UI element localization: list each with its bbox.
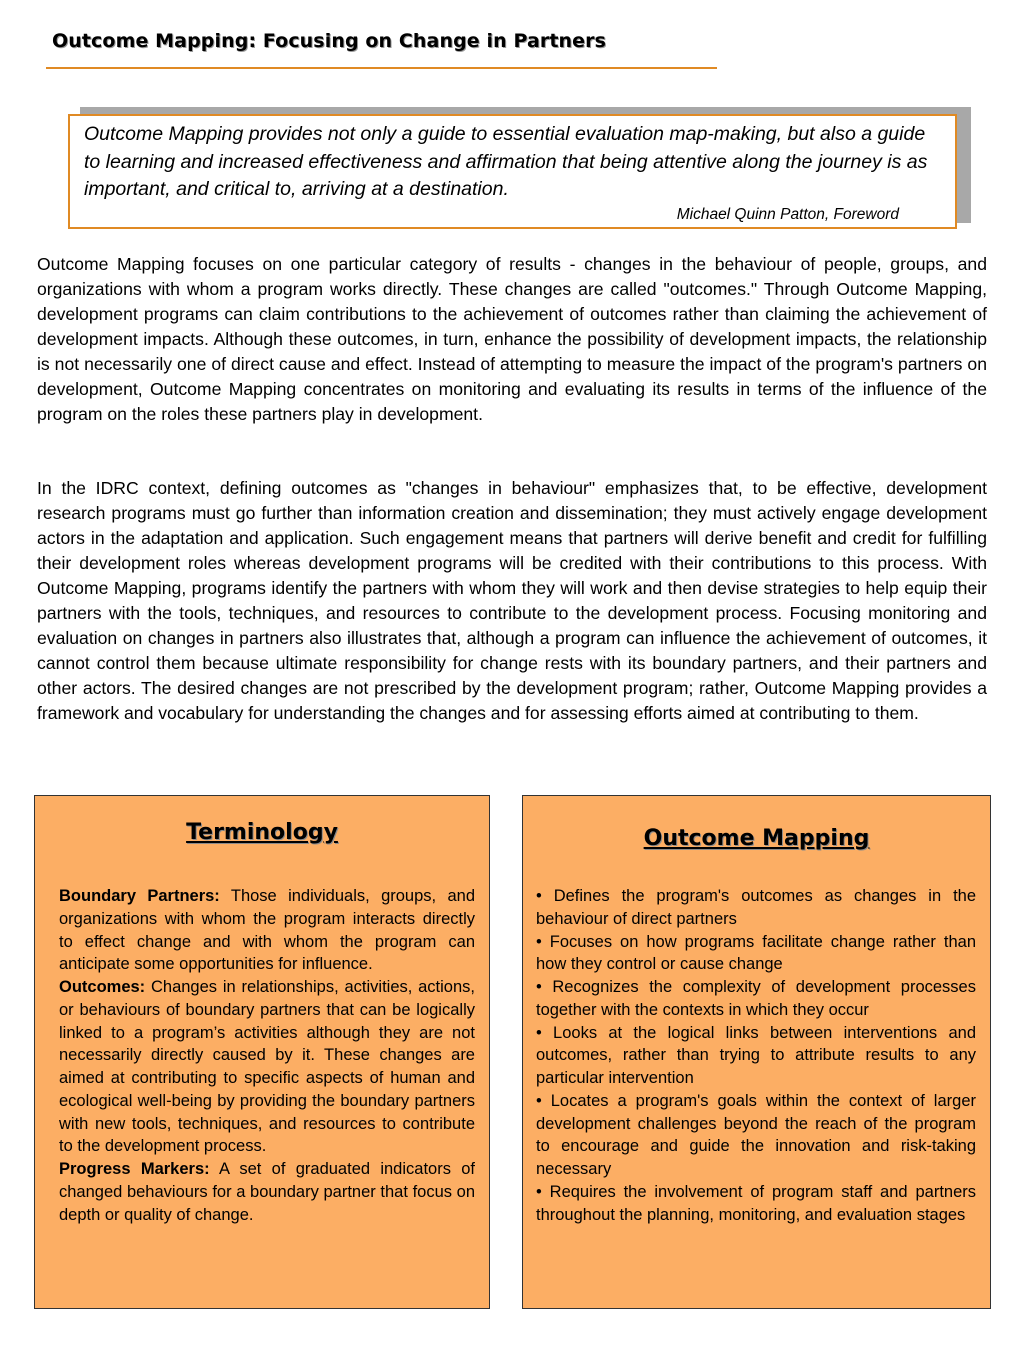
term-entry <box>59 885 475 976</box>
term-name: Outcomes: <box>59 978 146 996</box>
list-item: • Defines the program's outcomes as changes in the behaviour of direct partners <box>536 887 976 928</box>
term-entry <box>59 976 475 1158</box>
outcome-mapping-heading: Outcome Mapping <box>643 826 870 851</box>
body-paragraph-1: Outcome Mapping focuses on one particular category of results - changes in the behaviour of people, groups, and organizations with whom a program works directly. These changes are called "outcomes." Through Outcome Mapping, development programs can claim contributions to the achievement of outcomes rather than claiming the achievement of development impacts. Although these outcomes, in turn, enhance the possibility of development impacts, the relationship is not necessarily one of direct cause and effect. Instead of attempting to measure the impact of the program's partners on development, Outcome Mapping concentrates on monitoring and evaluating its results in terms of the influence of the program on the roles these partners play in development. <box>37 254 987 424</box>
body-paragraph-2: In the IDRC context, defining outcomes as "changes in behaviour" emphasizes that, to be effective, development research programs must go further than information creation and dissemination; they must actively engage development actors in the adaptation and application. Such engagement means that partners will derive benefit and credit for fulfilling their development roles whereas development programs will be credited with their contributions to this process. With Outcome Mapping, programs identify the partners with whom they will work and then devise strategies to help equip their partners with the tools, techniques, and resources to contribute to the development process. Focusing monitoring and evaluation on changes in partners also illustrates that, although a program can influence the achievement of outcomes, it cannot control them because ultimate responsibility for change rests with its boundary partners, and their partners and other actors. The desired changes are not prescribed by the development program; rather, Outcome Mapping provides a framework and vocabulary for understanding the changes and for assessing efforts aimed at contributing to them. <box>37 478 987 723</box>
quote-text: Outcome Mapping provides not only a guide to essential evaluation map-making, but also a guide to learning and increased effectiveness and affirmation that being attentive along the journey is as important, and critical to, arriving at a destination. <box>84 123 928 200</box>
terminology-list <box>59 885 475 1226</box>
terminology-heading: Terminology <box>186 820 338 845</box>
term-definition: Changes in relationships, activities, actions, or behaviours of boundary partners that can be logically linked to a program’s activities although they are not necessarily directly caused by it. These changes are aimed at contributing to specific aspects of human and ecological well-being by providing the boundary partners with new tools, techniques, and resources to contribute to the development process. <box>59 978 475 1156</box>
list-item: • Focuses on how programs facilitate change rather than how they control or cause change <box>536 932 976 974</box>
term-entry <box>59 1158 475 1226</box>
terminology-panel <box>34 795 490 1309</box>
quote-attribution: Michael Quinn Patton, Foreword <box>676 206 899 223</box>
term-definition: A set of graduated indicators of changed behaviours for a boundary partner that focus on depth or quality of change. <box>59 1160 475 1224</box>
list-item: • Locates a program's goals within the context of larger development challenges beyond the reach of the program to encourage and guide the innovation and risk-taking necessary <box>536 1091 976 1178</box>
list-item: • Looks at the logical links between interventions and outcomes, rather than trying to attribute results to any particular intervention <box>536 1023 976 1087</box>
list-item: • Requires the involvement of program staff and partners throughout the planning, monitoring, and evaluation stages <box>536 1182 976 1224</box>
quote-box <box>68 114 957 229</box>
list-item: • Recognizes the complexity of development processes together with the contexts in which they occur <box>536 978 976 1019</box>
term-name: Progress Markers: <box>59 1160 210 1178</box>
page-title: Outcome Mapping: Focusing on Change in Partners <box>52 30 607 52</box>
outcome-mapping-list <box>536 885 976 1226</box>
title-underline-rule <box>46 67 717 69</box>
term-name: Boundary Partners: <box>59 887 220 905</box>
outcome-mapping-panel <box>522 795 991 1309</box>
term-definition: Those individuals, groups, and organizations with whom the program interacts directly to effect change and with whom the program can anticipate some opportunities for influence. <box>59 887 475 974</box>
